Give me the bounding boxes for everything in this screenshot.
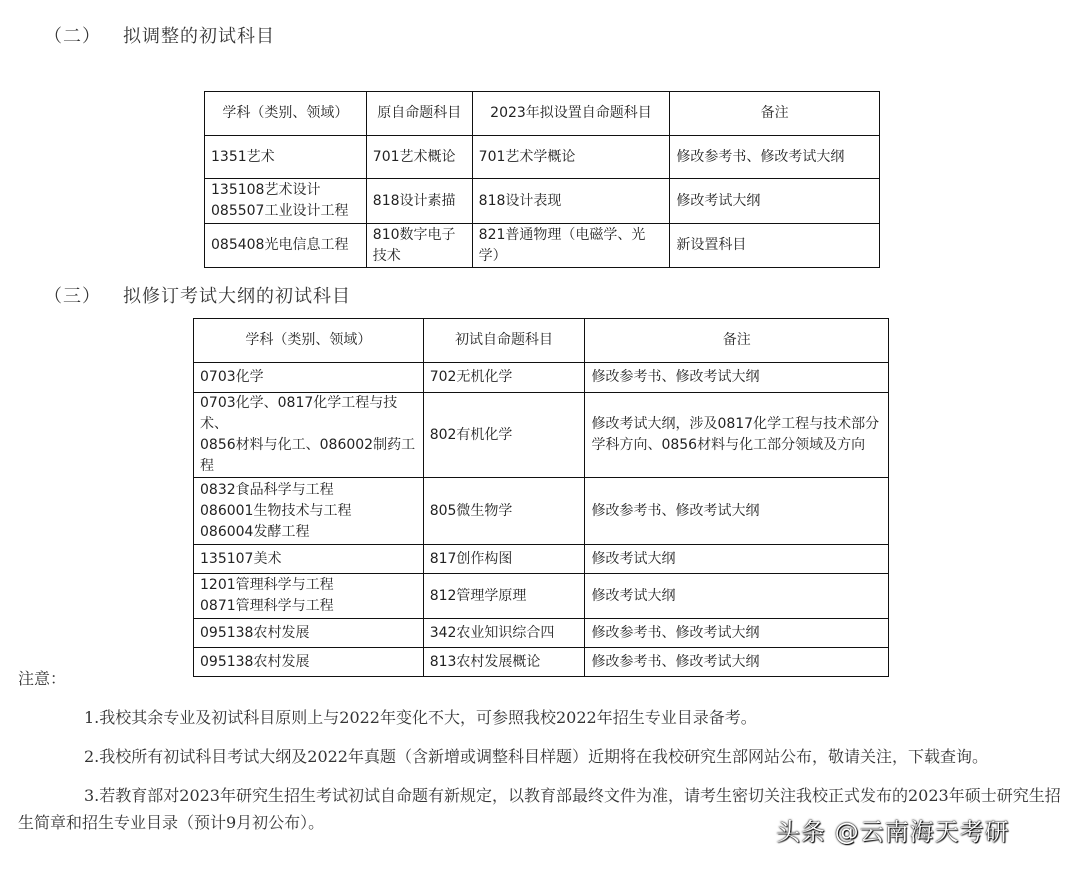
- section2-title: 拟调整的初试科目: [123, 26, 275, 47]
- table2-cell-subject: 702无机化学: [423, 363, 585, 393]
- table2-cell-subject: 802有机化学: [423, 393, 585, 478]
- table1-cell-new: 821普通物理（电磁学、光学）: [472, 224, 670, 268]
- table2-cell-discipline: 135107美术: [194, 545, 424, 574]
- table1-header-discipline: 学科（类别、领域）: [205, 92, 367, 136]
- table2-cell-discipline: 1201管理科学与工程 0871管理科学与工程: [194, 574, 424, 619]
- table2-cell-subject: 812管理学原理: [423, 574, 585, 619]
- watermark-logo: 头条 @云南海天考研: [776, 818, 1010, 846]
- table-row: [194, 545, 889, 574]
- table1-cell-new: 701艺术学概论: [472, 136, 670, 179]
- table2-cell-subject: 817创作构图: [423, 545, 585, 574]
- section2-heading: [44, 22, 275, 48]
- table2-cell-remark: 修改参考书、修改考试大纲: [585, 478, 889, 545]
- table1-cell-original: 810数字电子技术: [366, 224, 472, 268]
- table2-header-subject: 初试自命题科目: [423, 319, 585, 363]
- table1-header-original-subject: 原自命题科目: [366, 92, 472, 136]
- table2-cell-discipline: 0703化学: [194, 363, 424, 393]
- table2-header-discipline: 学科（类别、领域）: [194, 319, 424, 363]
- table2-cell-remark: 修改参考书、修改考试大纲: [585, 619, 889, 648]
- table1-header-new-subject: 2023年拟设置自命题科目: [472, 92, 670, 136]
- table1-cell-discipline: 135108艺术设计 085507工业设计工程: [205, 179, 367, 224]
- table-row: [194, 478, 889, 545]
- section3-number: （三）: [44, 286, 101, 307]
- table2-cell-discipline: 0703化学、0817化学工程与技术、 0856材料与化工、086002制药工程: [194, 393, 424, 478]
- table2-cell-subject: 813农村发展概论: [423, 648, 585, 677]
- adjusted-subjects-table: [204, 91, 880, 268]
- table1-cell-remark: 修改参考书、修改考试大纲: [670, 136, 880, 179]
- table2-cell-remark: 修改参考书、修改考试大纲: [585, 363, 889, 393]
- note-item-1: 1.我校其余专业及初试科目原则上与2022年变化不大，可参照我校2022年招生专业目录备考。: [84, 708, 757, 727]
- table2-cell-discipline: 095138农村发展: [194, 619, 424, 648]
- table1-header-remark: 备注: [670, 92, 880, 136]
- table1-cell-remark: 新设置科目: [670, 224, 880, 268]
- note-item-3: 3.若教育部对2023年研究生招生考试初试自命题有新规定，以教育部最终文件为准，请考生密切关注我校正式发布的2023年硕士研究生招生简章和招生专业目录（预计9月初公布）。: [18, 786, 1061, 832]
- table2-cell-remark: 修改考试大纲，涉及0817化学工程与技术部分学科方向、0856材料与化工部分领域及方向: [585, 393, 889, 478]
- table-row: [194, 619, 889, 648]
- section3-heading: [44, 282, 351, 308]
- table2-cell-subject: 805微生物学: [423, 478, 585, 545]
- table2-cell-subject: 342农业知识综合四: [423, 619, 585, 648]
- table2-cell-discipline: 095138农村发展: [194, 648, 424, 677]
- table-row: [205, 224, 880, 268]
- table1-cell-discipline: 085408光电信息工程: [205, 224, 367, 268]
- table2-header-remark: 备注: [585, 319, 889, 363]
- table-row: [205, 179, 880, 224]
- table1-cell-discipline: 1351艺术: [205, 136, 367, 179]
- table2-cell-remark: 修改考试大纲: [585, 574, 889, 619]
- table-row: [194, 393, 889, 478]
- table1-cell-new: 818设计表现: [472, 179, 670, 224]
- table2-cell-discipline: 0832食品科学与工程 086001生物技术与工程 086004发酵工程: [194, 478, 424, 545]
- section2-number: （二）: [44, 26, 101, 47]
- section3-title: 拟修订考试大纲的初试科目: [123, 286, 351, 307]
- table2-cell-remark: 修改参考书、修改考试大纲: [585, 648, 889, 677]
- table1-cell-original: 818设计素描: [366, 179, 472, 224]
- revised-syllabus-table: [193, 318, 889, 677]
- table1-cell-remark: 修改考试大纲: [670, 179, 880, 224]
- notes-title: 注意：: [18, 669, 67, 688]
- note-item-2: 2.我校所有初试科目考试大纲及2022年真题（含新增或调整科目样题）近期将在我校研究生部网站公布，敬请关注，下载查询。: [84, 747, 988, 766]
- table2-cell-remark: 修改考试大纲: [585, 545, 889, 574]
- notes-section: [18, 666, 1063, 836]
- table-row: [194, 363, 889, 393]
- table1-cell-original: 701艺术概论: [366, 136, 472, 179]
- table-row: [194, 574, 889, 619]
- table-row: [205, 136, 880, 179]
